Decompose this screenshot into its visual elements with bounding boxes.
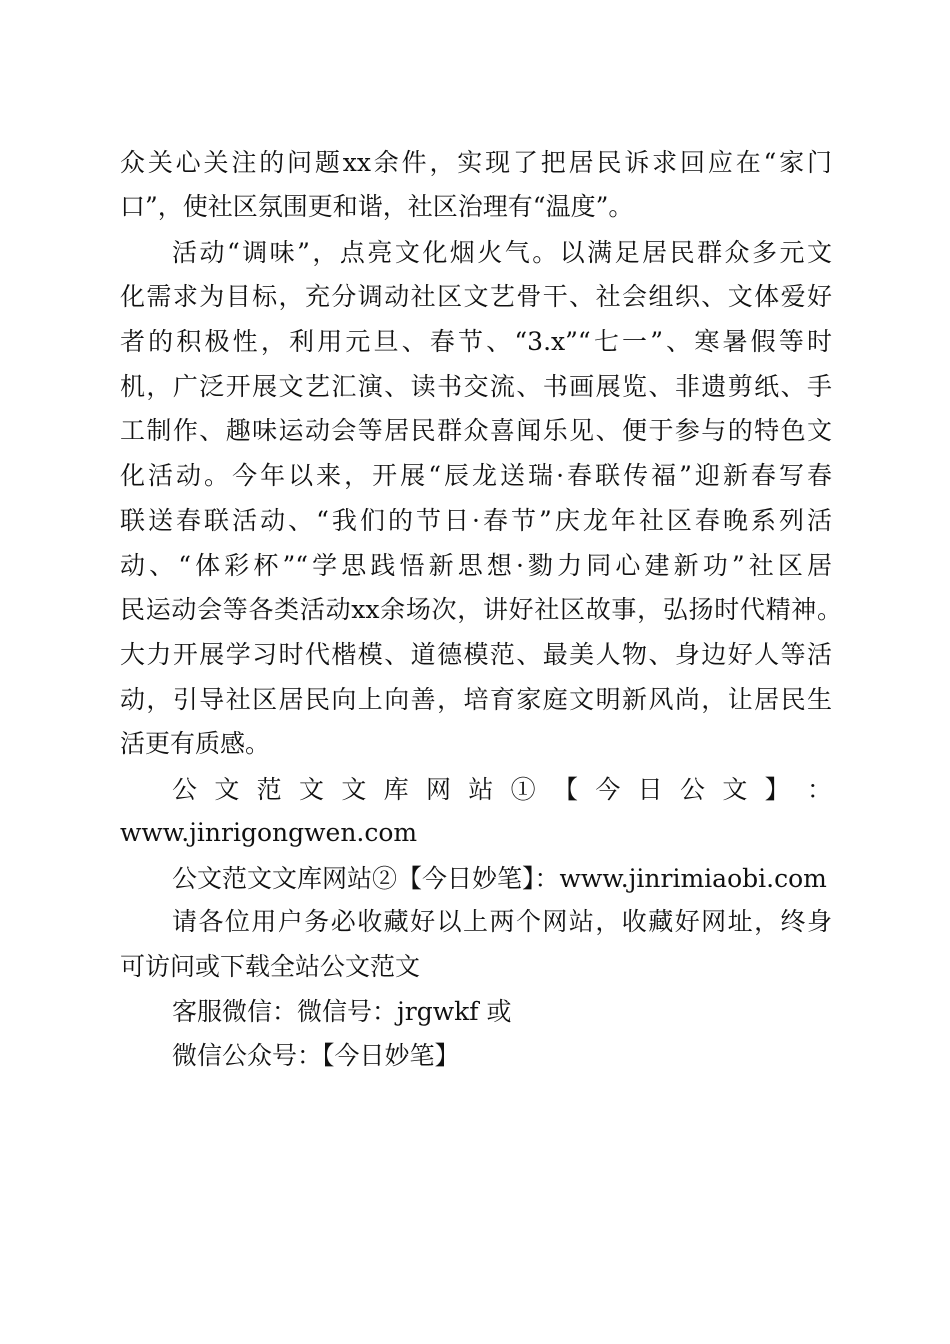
- paragraph-line: 化需求为目标，充分调动社区文艺骨干、社会组织、文体爱好: [120, 282, 832, 311]
- paragraph-line: 者的积极性，利用元旦、春节、“3.x”“七一”、寒暑假等时: [120, 327, 832, 356]
- paragraph-line: 动、“体彩杯”“学思践悟新思想·勠力同心建新功”社区居: [120, 551, 832, 580]
- paragraph-line: 众关心关注的问题xx余件，实现了把居民诉求回应在“家门: [120, 148, 832, 177]
- paragraph-line: 工制作、趣味运动会等居民群众喜闻乐见、便于参与的特色文: [120, 416, 832, 445]
- website-1-label: 公 文 范 文 文 库 网 站 ① 【 今 日 公 文 】 ：: [172, 775, 832, 804]
- wechat-id-line: 客服微信：微信号：jrgwkf 或: [172, 997, 512, 1026]
- paragraph-line: 活更有质感。: [120, 729, 271, 758]
- paragraph-line: 化活动。今年以来，开展“辰龙送瑞·春联传福”迎新春写春: [120, 461, 832, 490]
- paragraph-line: 动，引导社区居民向上向善，培育家庭文明新风尚，让居民生: [120, 685, 832, 714]
- website-1-url[interactable]: www.jinrigongwen.com: [120, 818, 418, 847]
- paragraph-line: 联送春联活动、“我们的节日·春节”庆龙年社区春晚系列活: [120, 506, 832, 535]
- paragraph-line: 活动“调味”，点亮文化烟火气。以满足居民群众多元文: [172, 238, 832, 267]
- paragraph-line: 民运动会等各类活动xx余场次，讲好社区故事，弘扬时代精神。: [120, 595, 842, 624]
- paragraph-line: 机，广泛开展文艺汇演、读书交流、书画展览、非遗剪纸、手: [120, 372, 832, 401]
- paragraph-line: 口”，使社区氛围更和谐，社区治理有“温度”。: [120, 192, 634, 221]
- notice-line: 可访问或下载全站公文范文: [120, 952, 421, 981]
- wechat-account-line: 微信公众号：【今日妙笔】: [172, 1041, 460, 1070]
- notice-line: 请各位用户务必收藏好以上两个网站，收藏好网址，终身: [172, 907, 832, 936]
- website-2-line: 公文范文文库网站②【今日妙笔】：www.jinrimiaobi.com: [172, 864, 827, 893]
- paragraph-line: 大力开展学习时代楷模、道德模范、最美人物、身边好人等活: [120, 640, 832, 669]
